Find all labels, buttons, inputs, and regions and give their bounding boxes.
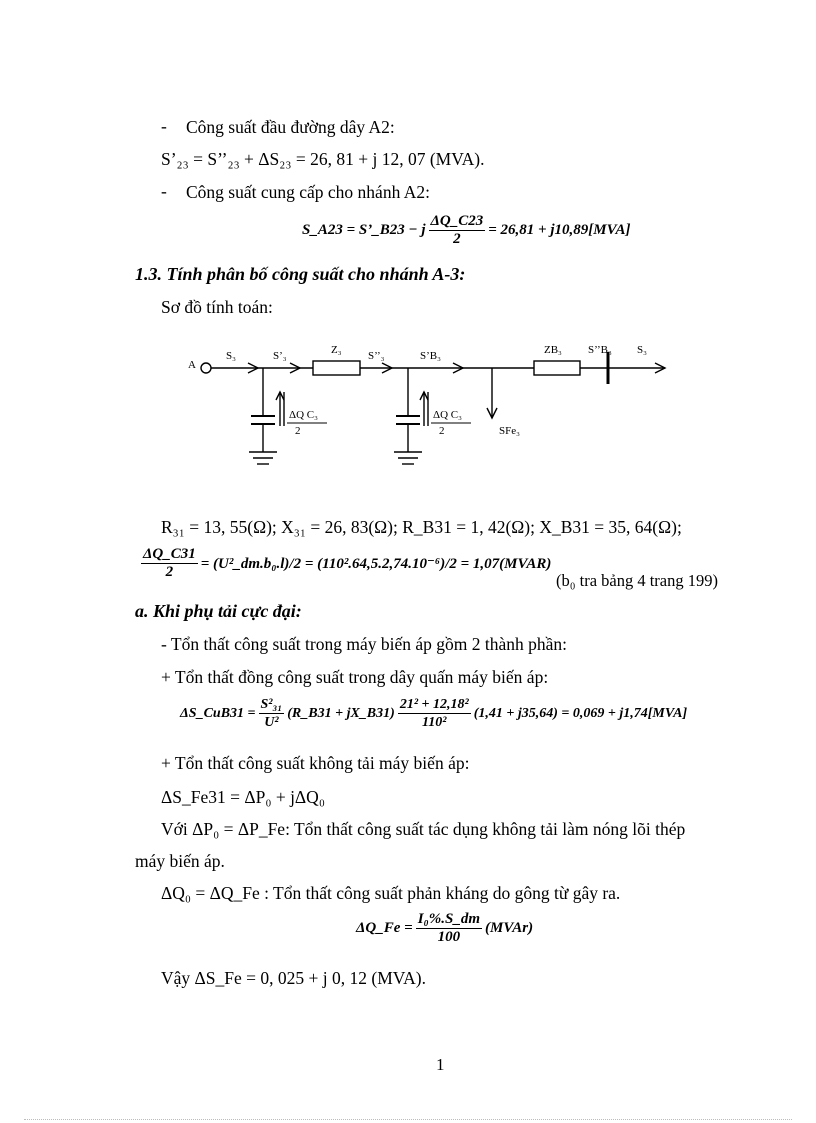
fraction xyxy=(398,696,471,731)
fraction-numerator: 21² + 12,18² xyxy=(399,697,469,712)
bullet-text: Công suất cung cấp cho nhánh A2: xyxy=(186,182,430,202)
label-s3-output: S₃ xyxy=(637,344,647,356)
fraction-denominator: 2 xyxy=(453,231,461,247)
diagram-caption: Sơ đồ tính toán: xyxy=(161,297,273,317)
sfe31-equation: ΔS_Fe31 = ΔP₀ + jΔQ₀ xyxy=(161,787,325,807)
equation-dq-c31 xyxy=(138,546,551,581)
label-zb3: ZB₃ xyxy=(544,344,562,356)
label-s3: S₃ xyxy=(226,350,236,362)
fraction-denominator: 110² xyxy=(422,715,447,730)
fraction-denominator: 2 xyxy=(165,564,174,580)
equation-sa23 xyxy=(302,213,631,248)
fraction-denominator: U² xyxy=(264,715,279,730)
cap-label: ΔQ C₃ xyxy=(289,409,318,421)
impedance-z3 xyxy=(313,361,360,375)
fraction-numerator: I₀%.S_dm xyxy=(417,911,481,927)
impedance-zb3 xyxy=(534,361,580,375)
node-a-terminal xyxy=(201,363,211,373)
paragraph-line: + Tổn thất công suất không tải máy biến áp: xyxy=(161,753,470,773)
label-sfe3: SFe₃ xyxy=(499,425,520,437)
bullet-dash: - xyxy=(161,116,167,136)
paragraph-line: Với ΔP₀ = ΔP_Fe: Tổn thất công suất tác dụng không tải làm nóng lõi thép xyxy=(161,819,686,839)
fraction-numerator: ΔQ_C23 xyxy=(430,213,484,229)
cap-label: ΔQ C₃ xyxy=(433,409,462,421)
eq-lhs: ΔQ_Fe = xyxy=(356,920,413,936)
fraction xyxy=(141,546,198,581)
cap-denominator: 2 xyxy=(295,425,301,437)
equation-dq-fe xyxy=(356,911,533,946)
eq-rhs: = (U²_dm.b₀.l)/2 = (110².64,5.2,74.10⁻⁶)/2 = 1,07(MVAR) xyxy=(200,556,552,572)
label-z3: Z₃ xyxy=(331,344,342,356)
eq-rhs: = 26,81 + j10,89[MVA] xyxy=(488,222,631,238)
eq-lhs: S_A23 = S’_B23 − j xyxy=(302,222,426,238)
s23-equation: S’₂₃ = S’’₂₃ + ΔS₂₃ = 26, 81 + j 12, 07 (MVA). xyxy=(161,149,485,169)
subsection-heading: a. Khi phụ tải cực đại: xyxy=(135,601,302,621)
page-footer-divider xyxy=(24,1119,792,1120)
bullet-text: Công suất đầu đường dây A2: xyxy=(186,117,395,137)
eq-mid: (R_B31 + jX_B31) xyxy=(287,705,395,721)
b0-note: (b₀ tra bảng 4 trang 199) xyxy=(556,571,718,590)
fraction-denominator: 100 xyxy=(437,929,461,945)
paragraph-line: máy biến áp. xyxy=(135,851,225,871)
fraction-numerator: ΔQ_C31 xyxy=(143,546,196,562)
eq-lhs: ΔS_CuB31 = xyxy=(180,705,256,721)
parameters-line: R₃₁ = 13, 55(Ω); X₃₁ = 26, 83(Ω); R_B31 = 1, 42(Ω); X_B31 = 35, 64(Ω); xyxy=(161,517,682,537)
cap-denominator: 2 xyxy=(439,425,445,437)
fraction xyxy=(429,213,486,248)
fraction xyxy=(259,696,285,731)
eq-rhs: (1,41 + j35,64) = 0,069 + j1,74[MVA] xyxy=(473,705,688,721)
node-a-label: A xyxy=(188,359,196,371)
circuit-diagram xyxy=(150,330,680,500)
fraction-numerator: S²₃₁ xyxy=(260,697,283,712)
label-sb3-prime: S’B₃ xyxy=(420,350,441,362)
paragraph-line: + Tổn thất đồng công suất trong dây quấn máy biến áp: xyxy=(161,667,549,687)
section-heading: 1.3. Tính phân bố công suất cho nhánh A-3: xyxy=(135,264,466,284)
equation-ds-cub31 xyxy=(180,696,687,731)
label-sb3-double-prime: S’’B₃ xyxy=(588,344,612,356)
fraction xyxy=(416,911,482,946)
paragraph-line: ΔQ₀ = ΔQ_Fe : Tổn thất công suất phản kháng do gông từ gây ra. xyxy=(161,883,621,903)
conclusion-line: Vậy ΔS_Fe = 0, 025 + j 0, 12 (MVA). xyxy=(161,968,426,988)
bullet-dash: - xyxy=(161,181,167,201)
eq-rhs: (MVAr) xyxy=(485,920,534,936)
label-s3-prime: S’₃ xyxy=(273,350,287,362)
label-s3-double-prime: S’’₃ xyxy=(368,350,385,362)
paragraph-line: - Tổn thất công suất trong máy biến áp gồm 2 thành phần: xyxy=(161,634,567,654)
page-number: 1 xyxy=(436,1055,445,1074)
